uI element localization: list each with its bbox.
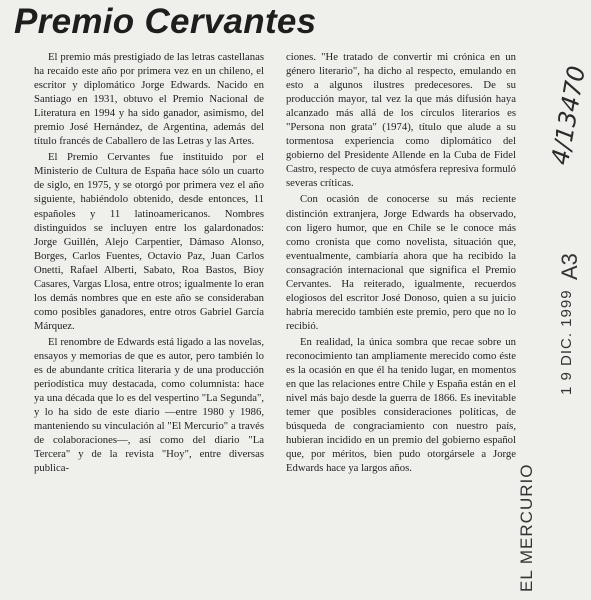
paragraph: El Premio Cervantes fue instituido por el Ministerio de Cultura de España hace sólo un cuarto de siglo, en 1975, y se otorgó por primera vez el año siguiente, habiéndolo obtenido, desde entonces, 11 españoles y 11 latinoamericanos. Nombres distinguidos se incluyen entre los galardonados: Jorge Guillén, Alejo Carpentier, Dámaso Alonso, Borges, Carlos Fuentes, Octavio Paz, Juan Carlos Onetti, Rafael Alberti, Sabato, Roa Bastos, Bioy Casares, Vargas Llosa, entre otros; igualmente lo eran los demás nombres que en este año se consideraban como posibles ganadores, entre otros Gabriel García Márquez. [34, 151, 264, 332]
paragraph-continued: ciones. "He tratado de convertir mi crónica en un género literario", ha dicho al respecto, emulando en esto a algunos ilustres predecesores. De su producción mayor, tal vez la que más difusión haya alcanzado más allá de los círculos literarios es "Persona non grata" (1974), título que alude a su tormentosa experiencia como diplomático del gobierno del Presidente Allende en la Cuba de Fidel Castro, respecto de cuya atmósfera represiva formuló severas críticas. [286, 51, 516, 190]
article-title: Premio Cervantes [14, 2, 317, 41]
paragraph: En realidad, la única sombra que recae sobre un reconocimiento tan ampliamente merecido como éste es la ocasión en que él ha tenido lugar, en momentos en que las relaciones entre Chile y España están en el nivel más bajo desde la guerra de 1866. Es inevitable temer que posibles consideraciones políticas, de búsqueda de congraciamiento con nuestro país, hubieran incidido en un premio del gobierno español que, por méritos, bien pudo otorgársele a Jorge Edwards hace ya largos años. [286, 335, 516, 475]
paragraph: El renombre de Edwards está ligado a las novelas, ensayos y memorias de que es autor, pero también lo es de abundante crítica literaria y de una producción periodística muy destacada, como columnista: hace ya una década que lo es del vespertino "La Segunda", y lo ha sido de este diario —entre 1980 y 1986, manteniendo su vinculación al "El Mercurio" a través de colaboraciones—, así como del diario "La Tercera" y de la revista "Hoy", entre diversas publica- [34, 335, 264, 475]
newspaper-name-stamp: EL MERCURIO [517, 463, 536, 592]
paragraph: El premio más prestigiado de las letras castellanas ha recaído este año por primera vez en un chileno, el escritor y diplomático Jorge Edwards. Nacido en Santiago en 1931, obtuvo el Premio Nacional de Literatura en 1994 y ha sido ganador, asimismo, del premio José Hernández, de Argentina, además del título francés de Caballero de las Letras y las Artes. [34, 51, 264, 148]
article-column-left [34, 50, 264, 475]
article-column-right [286, 50, 516, 475]
handwritten-archive-code: 4/13470 [546, 63, 591, 167]
paragraph: Con ocasión de conocerse su más reciente distinción extranjera, Jorge Edwards ha observado, con ligero humor, que en Chile se le conoce más como cronista que como novelista, situación que, eventualmente, cambiaría ahora que ha recibido la consagración internacional que significa el Premio Cervantes. Ha reiterado, igualmente, recuerdos elogiosos del escritor José Donoso, quien a su juicio habría merecido también este premio, pero que no lo recibió. [286, 193, 516, 332]
date-stamp: 1 9 DIC. 1999 [558, 289, 575, 395]
page-number-stamp: A3 [557, 253, 582, 280]
